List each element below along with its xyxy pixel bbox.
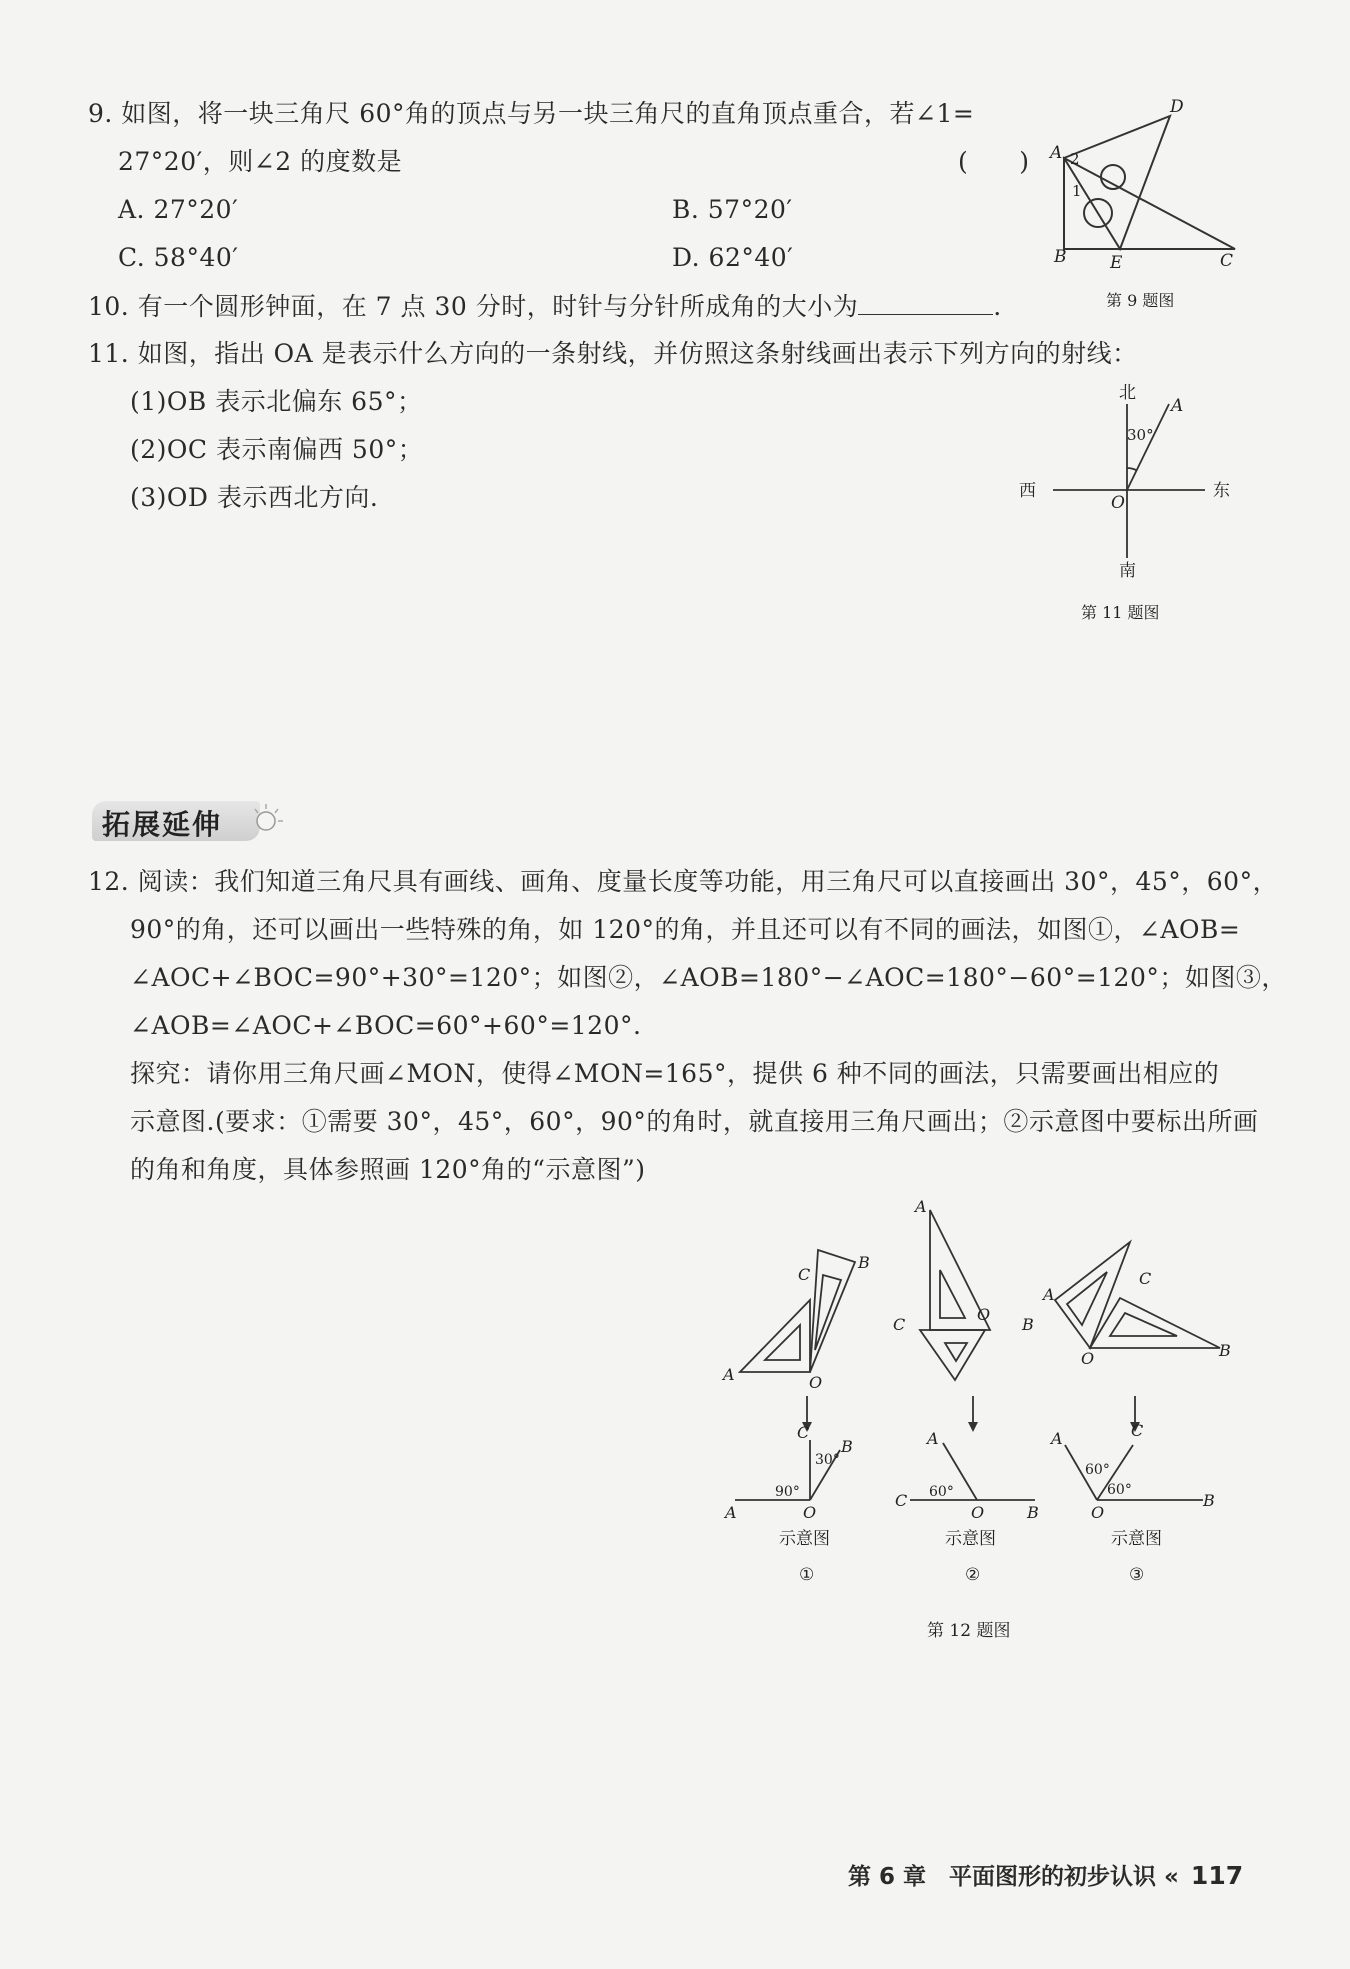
q11-text: 11. 如图，指出 OA 是表示什么方向的一条射线，并仿照这条射线画出表示下列方向的射线：: [88, 339, 1138, 368]
q12-line5: 探究：请你用三角尺画∠MON，使得∠MON=165°，提供 6 种不同的画法，只需要画出相应的: [130, 1059, 1220, 1088]
q9-label-1: 1: [1072, 182, 1082, 200]
q9-answer-paren: ( ): [958, 147, 1030, 176]
q12-figure: [715, 1200, 1255, 1670]
q12-sketch2-label-b: B: [1027, 1503, 1039, 1522]
q12-sketch1-angle-30: 30°: [815, 1452, 840, 1468]
q9-figure: [1040, 92, 1260, 307]
q9-caption: 第 9 题图: [1106, 291, 1175, 307]
q12-fig3-square-b: [1090, 1298, 1220, 1348]
q12-fig1-square-b: [810, 1250, 855, 1372]
q9-line2: 27°20′，则∠2 的度数是: [118, 147, 403, 176]
q11-figure: [1015, 378, 1255, 628]
q12-sketch1-label-a: A: [725, 1503, 737, 1522]
q12-sketch2-angle-60: 60°: [929, 1484, 954, 1500]
q11-ray-oa: [1127, 404, 1169, 490]
q11-label-east: 东: [1213, 481, 1230, 501]
q12-fig2-label-a: A: [915, 1200, 927, 1216]
q12-fig2-label-o: O: [977, 1305, 991, 1324]
page-footer: [848, 1858, 1243, 1891]
footer-chapter: 第 6 章 平面图形的初步认识: [848, 1864, 1157, 1890]
q11-label-west: 西: [1019, 481, 1036, 501]
q12-fig2-label-b: B: [1022, 1315, 1034, 1334]
q9-label-d: D: [1170, 97, 1184, 117]
q12-sketch2-label-o: O: [971, 1503, 985, 1522]
q11-label-a: A: [1171, 396, 1184, 416]
q12-fig2-square-b-inner: [945, 1343, 967, 1361]
q10-stem: 10. 有一个圆形钟面，在 7 点 30 分时，时针与分针所成角的大小为: [88, 292, 859, 321]
q12-sketch1-label-b: B: [841, 1437, 853, 1456]
q11-label-north: 北: [1119, 383, 1136, 403]
q12-line2: 90°的角，还可以画出一些特殊的角，如 120°的角，并且还可以有不同的画法，如图①，∠AOB=: [130, 915, 1241, 944]
q12-line3: ∠AOC+∠BOC=90°+30°=120°；如图②，∠AOB=180°−∠AOC=180°−60°=120°；如图③，: [130, 963, 1287, 992]
q9-label-a: A: [1050, 143, 1063, 163]
q12-sketch1-label-c: C: [797, 1423, 810, 1442]
q12-line7: 的角和角度，具体参照画 120°角的“示意图”): [130, 1155, 646, 1184]
q11-item-3: (3)OD 表示西北方向.: [130, 483, 379, 512]
double-chevron-left-icon: «: [1164, 1864, 1179, 1890]
q12-line1: 12. 阅读：我们知道三角尺具有画线、画角、度量长度等功能，用三角尺可以直接画出 30°，45°，60°，: [88, 867, 1279, 896]
q12-sketch2-caption: 示意图: [945, 1529, 996, 1549]
q12-sketch3-label-o: O: [1091, 1503, 1105, 1522]
q12-fig3-label-a: A: [1043, 1285, 1055, 1304]
q12-sketch3-angle-60b: 60°: [1107, 1482, 1132, 1498]
q9-line1: 9. 如图，将一块三角尺 60°角的顶点与另一块三角尺的直角顶点重合，若∠1=: [88, 99, 975, 128]
q12-fig1-label-b: B: [858, 1253, 870, 1272]
q11-label-south: 南: [1119, 561, 1136, 581]
lightbulb-icon: [250, 801, 286, 837]
q11-item-1: (1)OB 表示北偏东 65°；: [130, 387, 423, 416]
q12-line4: ∠AOB=∠AOC+∠BOC=60°+60°=120°.: [130, 1011, 642, 1040]
q9-hole-1: [1101, 165, 1125, 189]
q12-fig1-square-b-inner: [815, 1275, 841, 1350]
q10-answer-blank: [858, 290, 993, 315]
q12-sketch1-angle-90: 90°: [775, 1484, 800, 1500]
q12-sketch2-number: ②: [965, 1565, 981, 1585]
q11-item-2: (2)OC 表示南偏西 50°；: [130, 435, 424, 464]
q11-angle-arc: [1127, 468, 1136, 470]
q12-sketch1-number: ①: [799, 1565, 815, 1585]
q12-fig1-label-o: O: [809, 1373, 823, 1392]
section-heading: [92, 795, 287, 843]
q12-fig1-label-a: A: [723, 1365, 735, 1384]
q9-label-b: B: [1054, 247, 1067, 267]
q9-option-a: A. 27°20′: [118, 195, 239, 224]
q12-sketch1-label-o: O: [803, 1503, 817, 1522]
page-number: 117: [1190, 1861, 1244, 1890]
q12-sketch3-caption: 示意图: [1111, 1529, 1162, 1549]
q12-fig3-label-o: O: [1081, 1349, 1095, 1368]
q10-text: [88, 290, 1002, 323]
q12-sketch3-label-b: B: [1203, 1491, 1215, 1510]
q12-caption: 第 12 题图: [927, 1621, 1011, 1641]
q9-label-e: E: [1110, 253, 1123, 273]
q12-fig1-square-a-inner: [765, 1325, 800, 1360]
q12-fig3-square-a: [1055, 1242, 1130, 1348]
q12-sketch3-label-a: A: [1051, 1429, 1063, 1448]
q11-caption: 第 11 题图: [1081, 603, 1160, 622]
q10-end: .: [993, 292, 1002, 321]
q12-fig3-label-b: B: [1219, 1341, 1231, 1360]
q9-label-c: C: [1220, 251, 1234, 271]
q12-fig3-label-c: C: [1139, 1269, 1152, 1288]
q12-sketch2-label-a: A: [927, 1429, 939, 1448]
q12-sketch1-caption: 示意图: [779, 1529, 830, 1549]
q9-label-2: 2: [1070, 150, 1080, 168]
q12-fig2-label-c: C: [893, 1315, 906, 1334]
q11-label-o: O: [1111, 493, 1125, 513]
q12-line6: 示意图.(要求：①需要 30°，45°，60°，90°的角时，就直接用三角尺画出；②示意图中要标出所画: [130, 1107, 1259, 1136]
q12-fig1-label-c: C: [798, 1265, 811, 1284]
q12-sketch3-angle-60a: 60°: [1085, 1462, 1110, 1478]
q12-fig3-square-b-inner: [1110, 1313, 1177, 1336]
q12-fig2-square-a-inner: [940, 1270, 965, 1318]
q12-sketch2-label-c: C: [895, 1491, 908, 1510]
q9-option-d: D. 62°40′: [672, 243, 794, 272]
section-heading-title: 拓展延伸: [102, 808, 223, 841]
q12-sketch3-label-c: C: [1131, 1421, 1144, 1440]
q11-label-30: 30°: [1127, 426, 1154, 444]
q9-option-b: B. 57°20′: [672, 195, 793, 224]
q9-option-c: C. 58°40′: [118, 243, 239, 272]
q12-sketch3-number: ③: [1129, 1565, 1145, 1585]
